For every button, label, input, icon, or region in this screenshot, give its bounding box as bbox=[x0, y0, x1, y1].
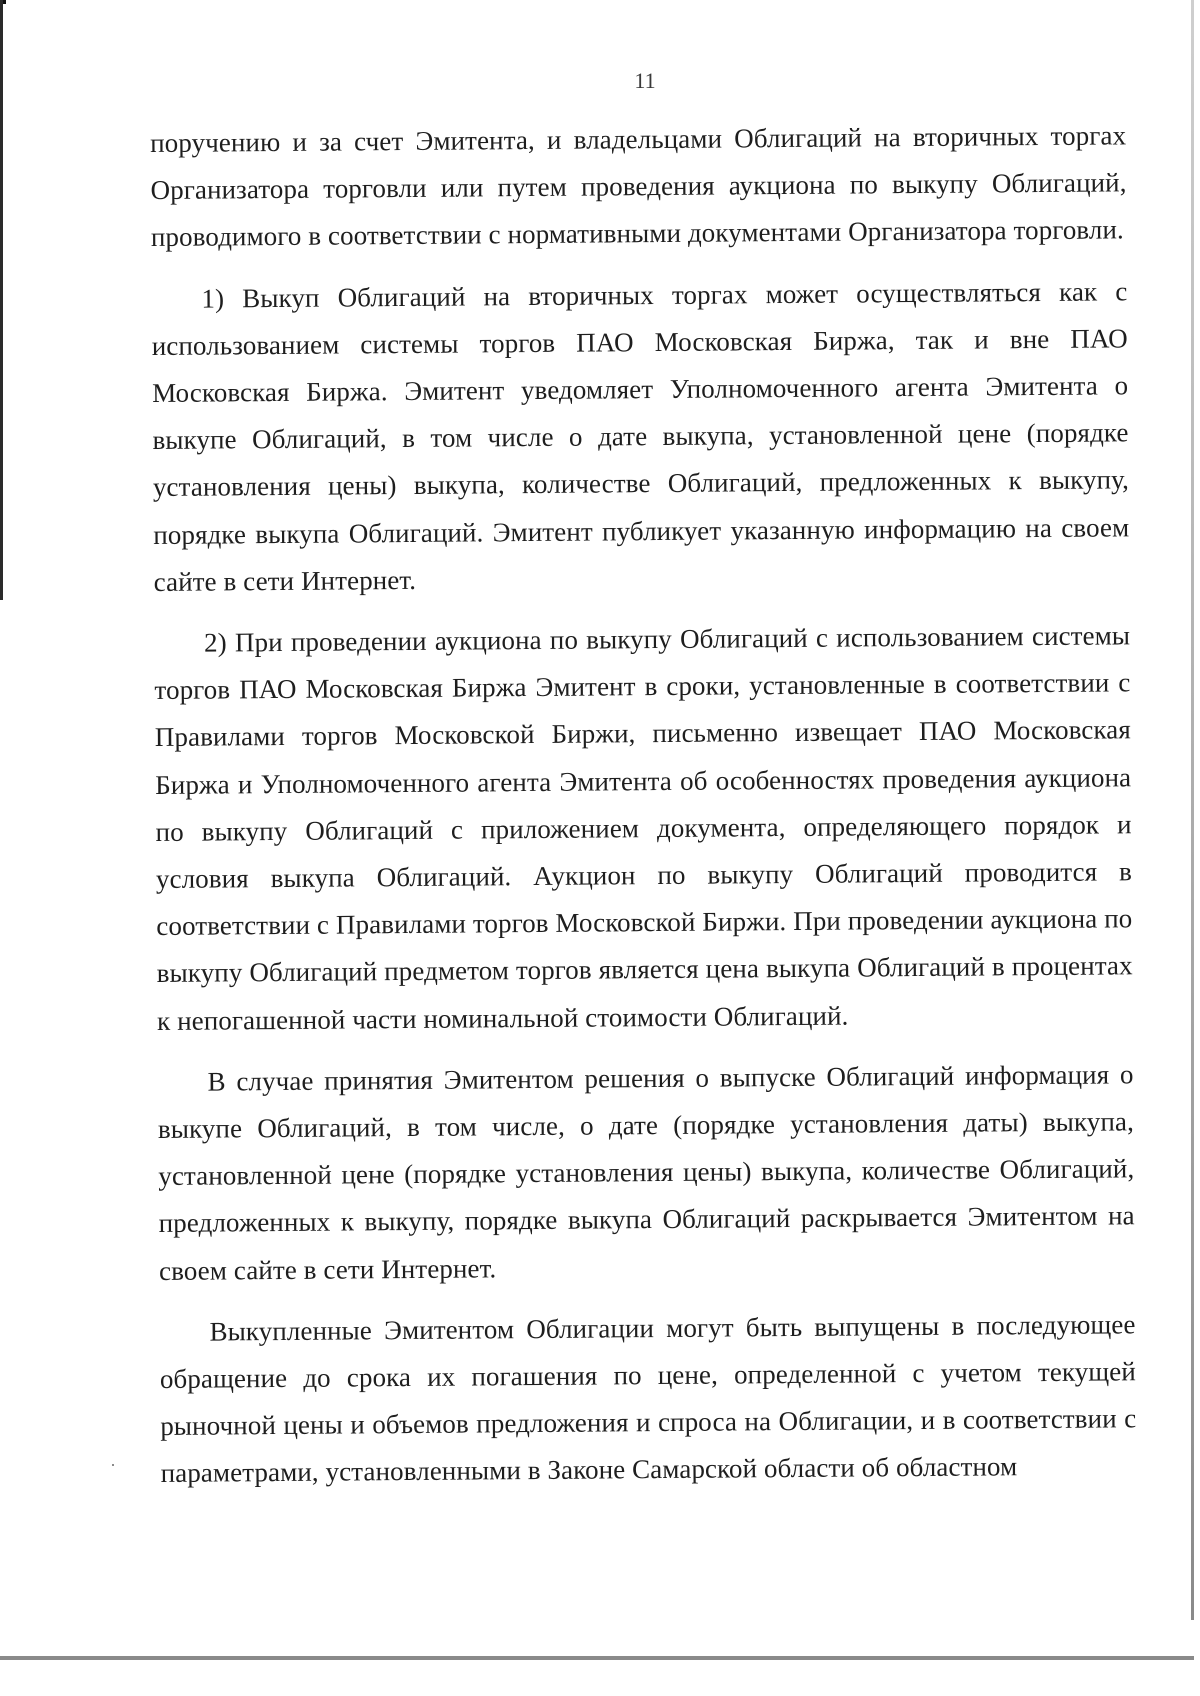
paragraph-buyback-secondary: 1) Выкуп Облигаций на вторичных торгах может осуществляться как с использованием системы торгов ПАО Московская Биржа, так и вне ПАО Московская Биржа. Эмитент уведомляет Уполномоченного агента Эмитента о выкупе Облигаций, в том числе о дате выкупа, установленной цене (порядке установления цены) выкупа, количестве Облигаций, предложенных к выкупу, порядке выкупа Облигаций. Эмитент публикует указанную информацию на своем сайте в сети Интернет. bbox=[151, 275, 1130, 597]
paragraph-reissue: Выкупленные Эмитентом Облигации могут быть выпущены в последующее обращение до срока их погашения по цене, определенной с учетом текущей рыночной цены и объемов предложения и спроса на Облигации, и в соответствии с параметрами, установленными в Законе Самарской области об областном bbox=[159, 1309, 1137, 1489]
paragraph-disclosure: В случае принятия Эмитентом решения о выпуске Облигаций информация о выкупе Облигаций, в том числе, о дате (порядке установления даты) выкупа, установленной цене (порядке установления цены) выкупа, количестве Облигаций, предложенных к выкупу, порядке выкупа Облигаций раскрывается Эмитентом на своем сайте в сети Интернет. bbox=[157, 1059, 1135, 1286]
scan-edge-right bbox=[1191, 0, 1194, 1620]
paragraph-buyback-auction: 2) При проведении аукциона по выкупу Облигаций с использованием системы торгов ПАО Московская Биржа Эмитент в сроки, установленные в соответствии с Правилами торгов Московской Биржи, письменно извещает ПАО Московская Биржа и Уполномоченного агента Эмитента об особенностях проведения аукциона по выкупу Облигаций с приложением документа, определяющего порядок и условия выкупа Облигаций. Аукцион по выкупу Облигаций проводится в соответствии с Правилами торгов Московской Биржи. При проведении аукциона по выкупу Облигаций предметом торгов является цена выкупа Облигаций в процентах к непогашенной части номинальной стоимости Облигаций. bbox=[154, 620, 1133, 1036]
scan-edge-bottom bbox=[0, 1656, 1194, 1660]
page-number: 11 bbox=[634, 68, 656, 93]
document-body bbox=[150, 112, 1137, 1511]
scan-speck bbox=[112, 1464, 114, 1466]
paragraph-continuation: поручению и за счет Эмитента, и владельцами Облигаций на вторичных торгах Организатора торговли или путем проведения аукциона по выкупу Облигаций, проводимого в соответствии с нормативными документами Организатора торговли. bbox=[150, 120, 1127, 253]
